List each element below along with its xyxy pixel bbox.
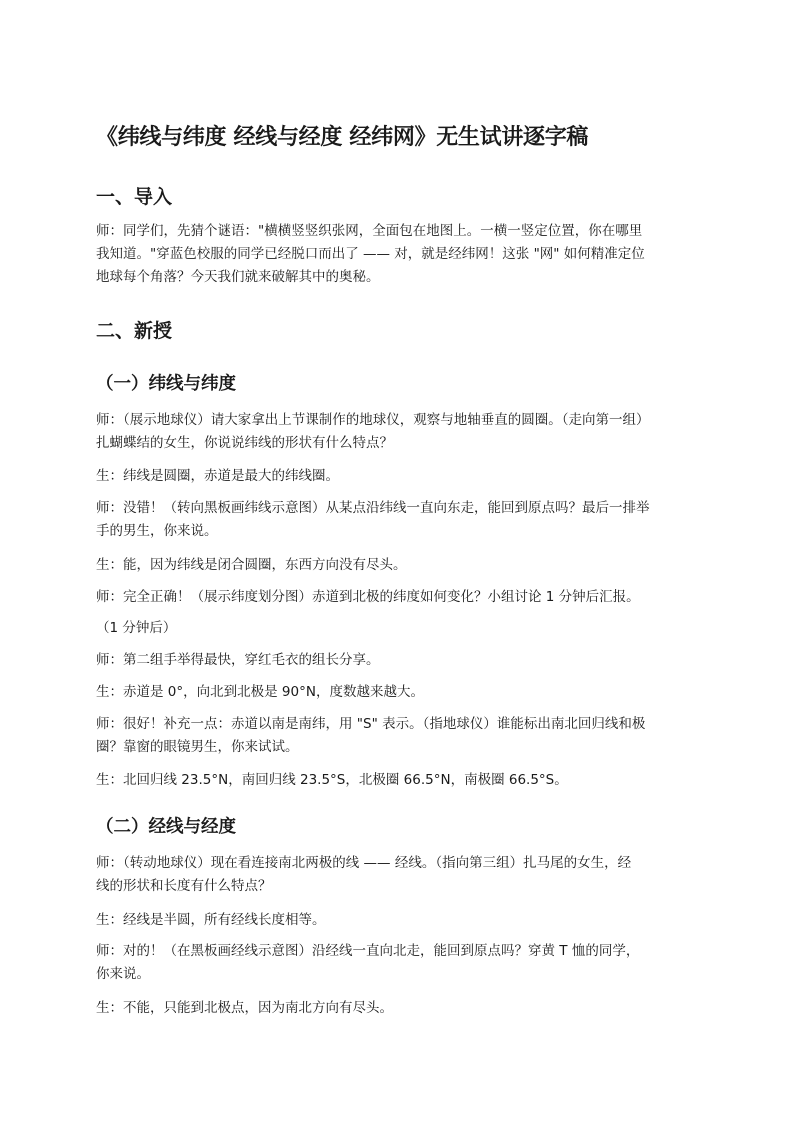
text-line: 师：同学们，先猜个谜语："横横竖竖织张网，全面包在地图上。一横一竖定位置，你在哪里 (96, 223, 643, 239)
paragraph (96, 681, 708, 704)
text-line: 生：赤道是 0°，向北到北极是 90°N，度数越来越大。 (96, 684, 424, 700)
subsection-heading-latitude: （一）纬线与纬度 (96, 374, 236, 394)
paragraph (96, 586, 708, 609)
paragraph (96, 713, 708, 759)
paragraph (96, 617, 708, 640)
subsection-heading-longitude: （二）经线与经度 (96, 817, 236, 837)
text-line: 师：没错！（转向黑板画纬线示意图）从某点沿纬线一直向东走，能回到原点吗？最后一排举 (96, 500, 650, 516)
paragraph (96, 554, 708, 577)
text-line: 师：对的！（在黑板画经线示意图）沿经线一直向北走，能回到原点吗？穿黄 T 恤的同学， (96, 943, 640, 959)
text-line: 生：北回归线 23.5°N，南回归线 23.5°S，北极圈 66.5°N，南极圈 66.5°S。 (96, 772, 568, 788)
paragraph (96, 409, 708, 455)
text-line: 生：经线是半圆，所有经线长度相等。 (96, 912, 326, 928)
text-line: 线的形状和长度有什么特点？ (96, 878, 272, 894)
section-heading-new-lesson: 二、新授 (96, 320, 173, 342)
text-line: 手的男生，你来说。 (96, 523, 218, 539)
text-line: （1 分钟后） (96, 620, 177, 636)
text-line: 你来说。 (96, 966, 150, 982)
section-heading-intro: 一、导入 (96, 186, 173, 208)
text-line: 生：不能，只能到北极点，因为南北方向有尽头。 (96, 1000, 393, 1016)
paragraph (96, 852, 708, 898)
paragraph (96, 649, 708, 672)
paragraph (96, 465, 708, 488)
text-line: 我知道。"穿蓝色校服的同学已经脱口而出了 —— 对，就是经纬网！这张 "网" 如何精准定位 (96, 246, 645, 262)
text-line: 扎蝴蝶结的女生，你说说纬线的形状有什么特点？ (96, 435, 393, 451)
paragraph (96, 940, 708, 986)
paragraph (96, 497, 708, 543)
text-line: 圈？靠窗的眼镜男生，你来试试。 (96, 739, 299, 755)
text-line: 师：（转动地球仪）现在看连接南北两极的线 —— 经线。（指向第三组）扎马尾的女生，经 (96, 855, 632, 871)
text-line: 师：第二组手举得最快，穿红毛衣的组长分享。 (96, 652, 380, 668)
text-line: 师：（展示地球仪）请大家拿出上节课制作的地球仪，观察与地轴垂直的圆圈。（走向第一组） (96, 412, 650, 428)
text-line: 师：完全正确！（展示纬度划分图）赤道到北极的纬度如何变化？小组讨论 1 分钟后汇报。 (96, 589, 640, 605)
paragraph (96, 997, 708, 1020)
paragraph (96, 769, 708, 792)
paragraph (96, 220, 708, 289)
text-line: 师：很好！补充一点：赤道以南是南纬，用 "S" 表示。（指地球仪）谁能标出南北回归线和极 (96, 716, 646, 732)
document-title: 《纬线与纬度 经线与经度 经纬网》无生试讲逐字稿 (96, 125, 589, 150)
text-line: 生：能，因为纬线是闭合圆圈，东西方向没有尽头。 (96, 557, 407, 573)
text-line: 生：纬线是圆圈，赤道是最大的纬线圈。 (96, 468, 339, 484)
paragraph (96, 909, 708, 932)
text-line: 地球每个角落？今天我们就来破解其中的奥秘。 (96, 269, 380, 285)
